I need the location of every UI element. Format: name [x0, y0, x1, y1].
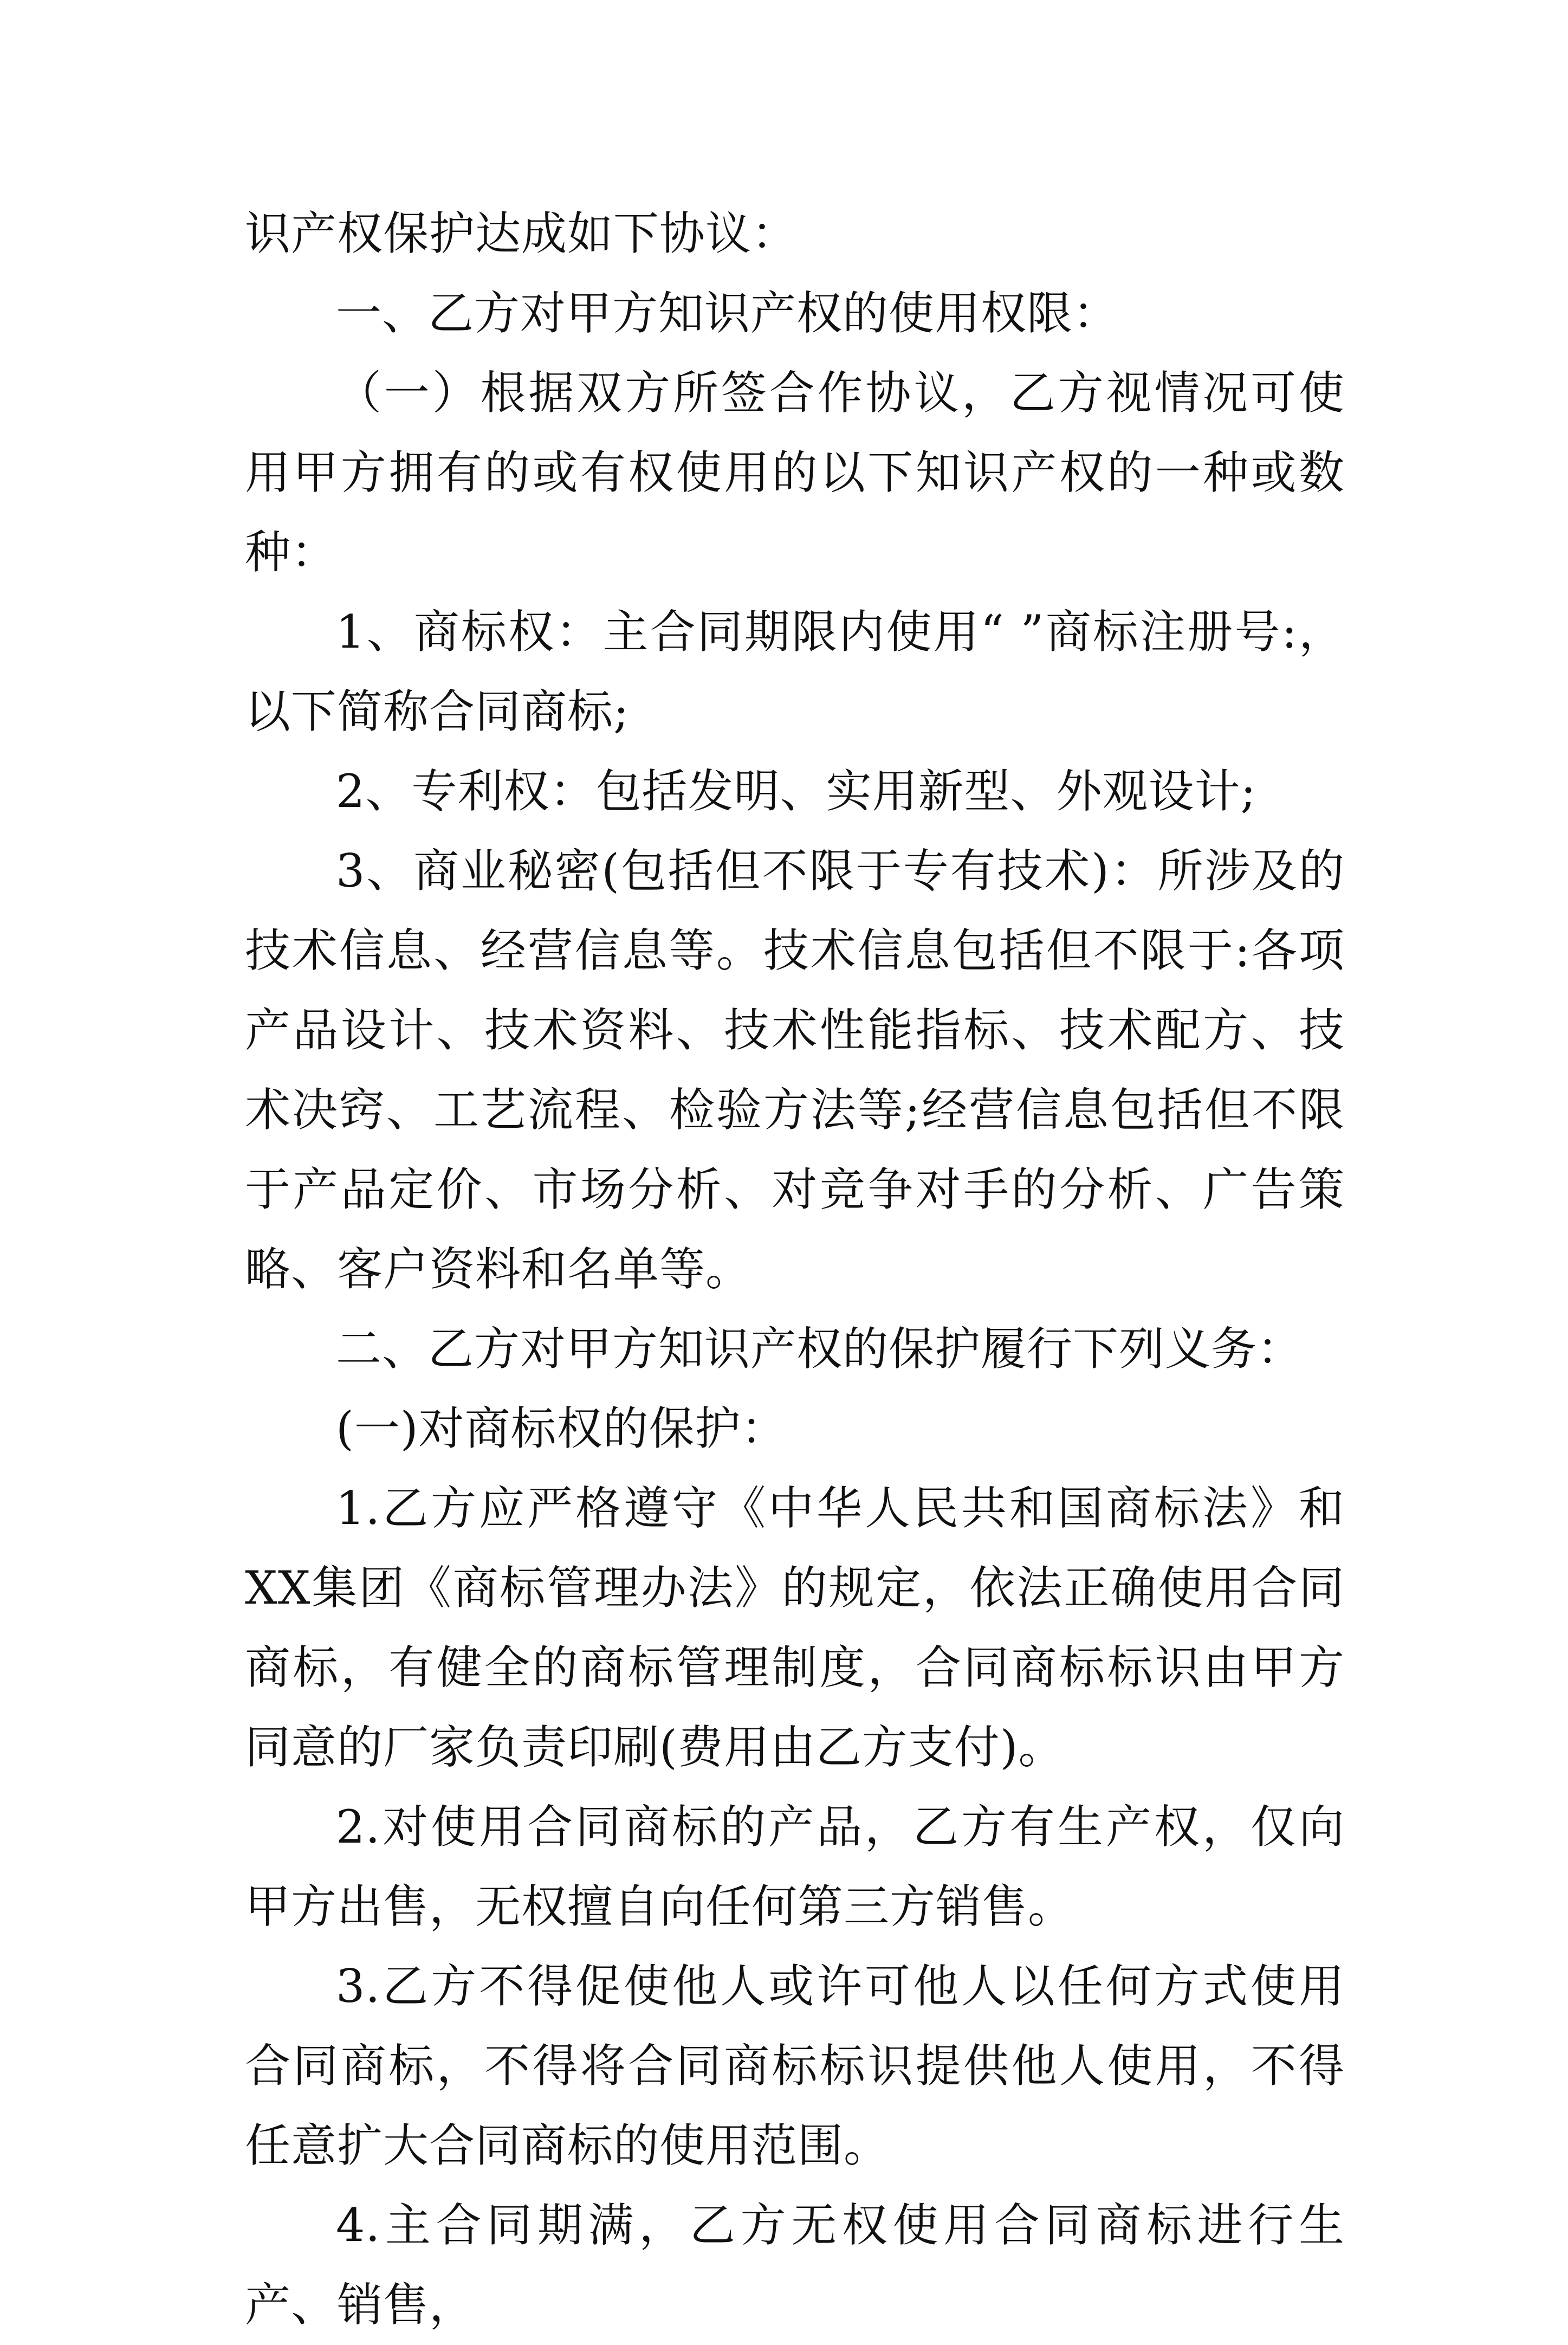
paragraph-1-1-usage-scope: （一）根据双方所签合作协议，乙方视情况可使用甲方拥有的或有权使用的以下知识产权的一种或数种：	[245, 366, 1345, 579]
heading-section-1-usage-rights: 一、乙方对甲方知识产权的使用权限：	[336, 287, 1119, 340]
list-item-trademark-right: 1、商标权：主合同期限内使用“ ”商标注册号:，以下简称合同商标;	[245, 605, 1345, 738]
document-body	[245, 194, 1345, 2345]
list-item-obligation-4: 4.主合同期满，乙方无权使用合同商标进行生产、销售，	[245, 2199, 1345, 2331]
heading-trademark-protection: (一)对商标权的保护：	[336, 1402, 787, 1455]
list-item-patent-right: 2、专利权：包括发明、实用新型、外观设计;	[336, 765, 1256, 818]
list-item-trade-secret: 3、商业秘密(包括但不限于专有技术)：所涉及的技术信息、经营信息等。技术信息包括但不限于:各项产品设计、技术资料、技术性能指标、技术配方、技术决窍、工艺流程、检验方法等;经营信息包括但不限于产品定价、市场分析、对竞争对手的分析、广告策略、客户资料和名单等。	[245, 844, 1345, 1296]
list-item-obligation-3: 3.乙方不得促使他人或许可他人以任何方式使用合同商标，不得将合同商标标识提供他人使用，不得任意扩大合同商标的使用范围。	[245, 1960, 1345, 2172]
list-item-obligation-2: 2.对使用合同商标的产品，乙方有生产权，仅向甲方出售，无权擅自向任何第三方销售。	[245, 1800, 1345, 1933]
list-item-obligation-1: 1.乙方应严格遵守《中华人民共和国商标法》和XX集团《商标管理办法》的规定，依法正确使用合同商标，有健全的商标管理制度，合同商标标识由甲方同意的厂家负责印刷(费用由乙方支付)。	[245, 1482, 1345, 1774]
paragraph-agreement-intro: 识产权保护达成如下协议：	[245, 207, 798, 260]
heading-section-2-obligations: 二、乙方对甲方知识产权的保护履行下列义务：	[336, 1322, 1304, 1375]
